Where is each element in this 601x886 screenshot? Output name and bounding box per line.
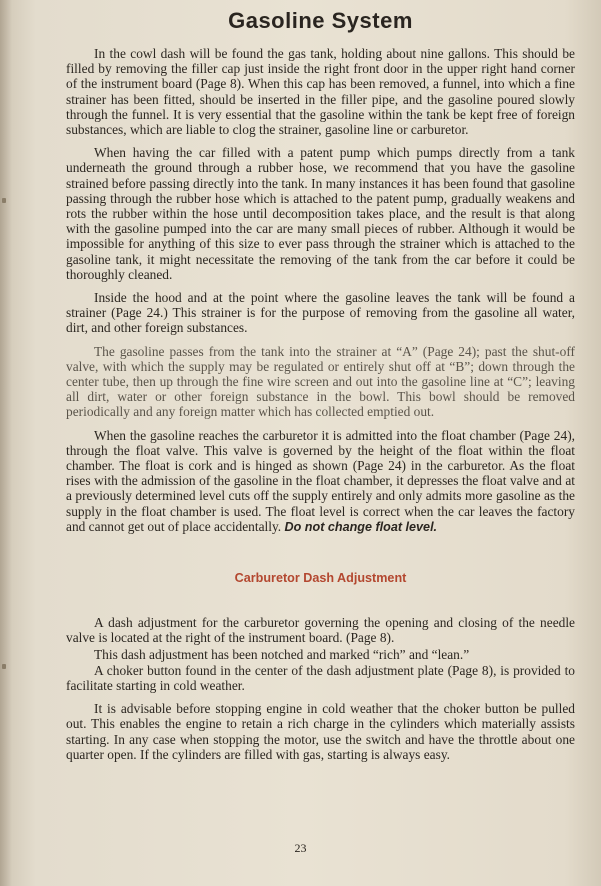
binding-mark [2, 198, 6, 203]
page-number: 23 [294, 841, 307, 855]
section-heading: Carburetor Dash Adjustment [234, 571, 407, 586]
paragraph-rich-lean: This dash adjustment has been notched and marked “rich” and “lean.” [94, 646, 470, 662]
paragraph-dash-adjustment: A dash adjustment for the carburetor governing the opening and closing of the needle valve is located at the right of the instrument board. (Page 8). [66, 615, 575, 646]
page-title: Gasoline System [228, 8, 413, 33]
paragraph-patent-pump: When having the car filled with a patent pump which pumps directly from a tank underneath the ground through a rubber hose, we recommend that you have the gasoline strained before passing directly into the tank. In many instances it has been found that gasoline passing through the rubber hose which is attached to the patent pump, gradually weakens and rots the rubber within the hose until decomposition takes place, and the result is that along with the gasoline pumped into the car are many small pieces of rubber. Although it would be impossible for anything of this size to ever pass through the strainer which is attached to the gasoline tank, it might necessitate the removing of the tank from the car before it could be thoroughly cleaned. [66, 145, 575, 282]
paragraph-strainer: Inside the hood and at the point where the gasoline leaves the tank will be found a strainer (Page 24.) This strainer is for the purpose of removing from the gasoline all water, dirt, and other foreign substances. [66, 290, 575, 336]
paragraph-gasoline-flow: The gasoline passes from the tank into the strainer at “A” (Page 24); past the shut-off valve, with which the supply may be regulated or entirely shut off at “B”; down through the center tube, then up through the fine wire screen and out into the gasoline line at “C”; leaving all dirt, water or other foreign substance in the bowl. This bowl should be removed periodically and any foreign matter which has collected emptied out. [66, 343, 575, 420]
paragraph-float-chamber [66, 428, 575, 535]
paragraph-cold-weather: It is advisable before stopping engine in cold weather that the choker button be pulled out. This enables the engine to retain a rich charge in the cylinders which materially assists starting. In any case when stopping the motor, use the switch and have the throttle about one quarter open. If the cylinders are filled with gas, starting is always easy. [66, 701, 575, 762]
float-paragraph-text: When the gasoline reaches the carburetor it is admitted into the float chamber (Page 24), through the float valve. This valve is governed by the height of the float within the float chamber. The float is cork and is hinged as shown (Page 24) in the carburetor. As the float rises with the admission of the gasoline in the float chamber, it depresses the float valve and at a previously determined level cuts off the supply entirely and only admits more gasoline as the supply in the float chamber is used. The float level is correct when the car leaves the factory and cannot get out of place accidentally. [66, 427, 575, 534]
spine-shadow [0, 0, 12, 886]
binding-mark [2, 664, 6, 669]
float-warning: Do not change float level. [284, 519, 438, 534]
paragraph-choker-button: A choker button found in the center of the dash adjustment plate (Page 8), is provided to facilitate starting in cold weather. [66, 662, 575, 693]
paragraph-gas-tank: In the cowl dash will be found the gas tank, holding about nine gallons. This should be filled by removing the filler cap just inside the right front door in the upper right hand corner of the instrument board (Page 8). When this cap has been removed, a funnel, into which a fine strainer has been fitted, should be inserted in the filler pipe, and the gasoline poured slowly through the funnel. It is very essential that the gasoline within the tank be kept free of foreign substances, which are liable to clog the strainer, gasoline line or carburetor. [66, 46, 575, 138]
